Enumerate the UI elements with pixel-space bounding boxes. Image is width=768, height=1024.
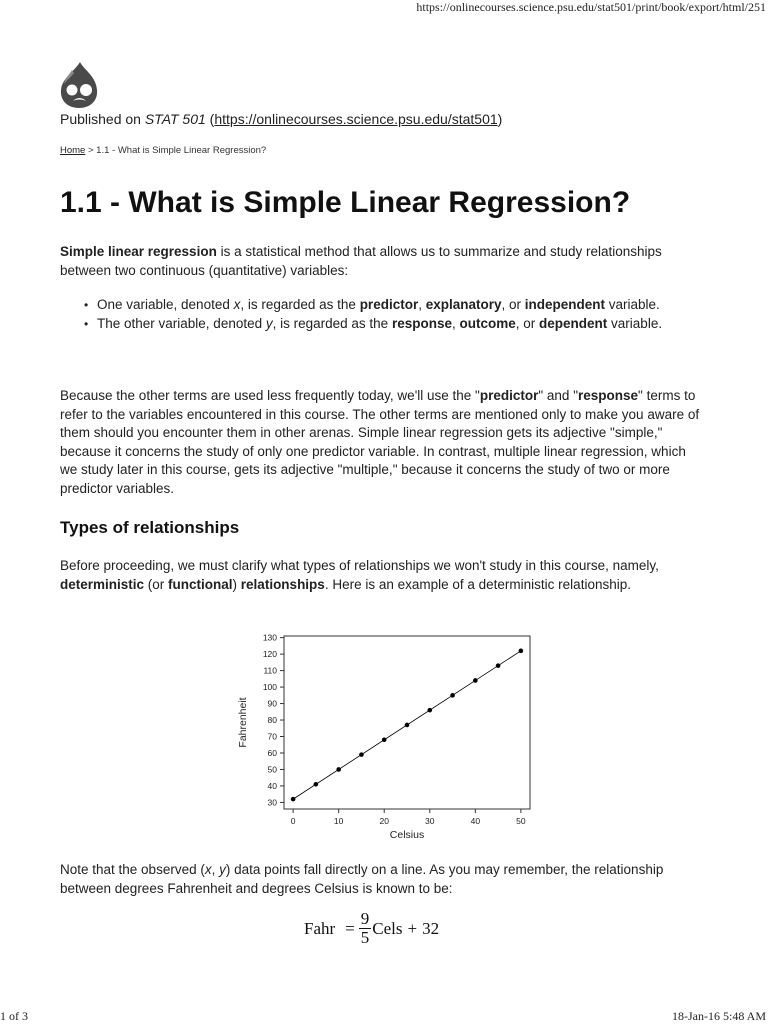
x-tick-label: 50 xyxy=(516,816,526,826)
intro-text: is a statistical method that allows us to summarize and study relationships between two continuous (quantitative) variables: xyxy=(60,244,662,278)
data-point xyxy=(291,797,296,802)
y-tick-label: 130 xyxy=(262,632,277,643)
bullet-term: response xyxy=(391,315,452,331)
bullet-term: dependent xyxy=(539,315,608,331)
data-point xyxy=(473,678,478,683)
paragraph-text: " terms to refer to the variables encountered in this course. The other terms are mentioned only to make you aware of them should you encounter them in other arenas. Simple linear regression gets its adjective "simple," because it concerns the study of only one predictor variable. In contrast, multiple linear regression, which we study later in this course, gets its adjective "multiple," because it concerns the study of two or more predictor variables. xyxy=(60,388,700,496)
paragraph-text: " and " xyxy=(538,388,578,403)
y-axis-label: Fahrenheit xyxy=(237,697,249,748)
bullet-variable: y xyxy=(265,315,273,331)
bullet-text: , xyxy=(418,297,426,312)
drupal-drop-logo xyxy=(58,60,100,110)
paragraph-text: , xyxy=(211,862,220,877)
paragraph-text: ) data points fall directly on a line. As you may remember, the relationship between degrees Fahrenheit and degrees Celsius is known to be: xyxy=(60,862,664,896)
bullet-text: variable. xyxy=(607,315,663,331)
y-tick-label: 50 xyxy=(267,764,277,775)
deterministic-paragraph xyxy=(60,557,700,594)
bullet-text: , is regarded as the xyxy=(240,297,360,312)
y-tick-label: 80 xyxy=(267,715,277,726)
variable-list xyxy=(60,296,680,333)
data-point xyxy=(427,708,432,713)
bullet-term: outcome xyxy=(459,315,516,331)
bullet-term: independent xyxy=(524,297,606,312)
conversion-equation xyxy=(304,910,439,947)
paragraph-text: ) xyxy=(232,576,241,592)
x-axis-label: Celsius xyxy=(389,829,425,841)
intro-paragraph xyxy=(60,243,700,280)
data-point xyxy=(359,752,364,757)
equation-variable: Cels xyxy=(372,918,403,938)
observation-paragraph xyxy=(60,861,700,898)
bullet-text: , or xyxy=(515,315,540,331)
list-item xyxy=(60,296,680,315)
print-header-url: https://onlinecourses.science.psu.edu/stat501/print/book/export/html/251 xyxy=(416,0,766,14)
paragraph-term: predictor xyxy=(479,388,539,403)
bullet-text: , or xyxy=(501,297,525,312)
y-tick-label: 100 xyxy=(262,682,277,693)
site-name: STAT 501 xyxy=(144,111,206,127)
x-tick-label: 20 xyxy=(379,816,389,826)
x-tick-label: 30 xyxy=(425,816,435,826)
page-counter: 1 of 3 xyxy=(0,1009,28,1023)
breadcrumb-current: 1.1 - What is Simple Linear Regression? xyxy=(96,145,267,156)
paragraph-term: relationships xyxy=(240,576,325,592)
x-tick-label: 10 xyxy=(333,816,344,826)
terminology-paragraph xyxy=(60,387,700,498)
bullet-text: , is regarded as the xyxy=(272,315,392,331)
paragraph-term: response xyxy=(578,388,639,403)
bullet-term: predictor xyxy=(359,297,419,312)
paragraph-term: deterministic xyxy=(60,576,145,592)
equation-fraction xyxy=(359,910,372,947)
celsius-fahrenheit-chart xyxy=(226,628,546,843)
bullet-text: , xyxy=(451,315,460,331)
plot-frame xyxy=(284,636,530,809)
bullet-variable: x xyxy=(233,297,241,312)
paragraph-text: Before proceeding, we must clarify what types of relationships we won't study in this course, namely, xyxy=(60,558,659,573)
fraction-numerator: 9 xyxy=(360,909,370,928)
fraction-denominator: 5 xyxy=(360,928,370,947)
paragraph-text: Because the other terms are used less frequently today, we'll use the " xyxy=(60,388,480,403)
paren-open: ( xyxy=(205,111,215,127)
data-point xyxy=(336,767,341,772)
site-url-link[interactable]: https://onlinecourses.science.psu.edu/stat501 xyxy=(214,111,498,127)
drupal-drop-icon xyxy=(58,60,100,110)
paren-close: ) xyxy=(497,111,503,127)
y-tick-label: 110 xyxy=(263,665,277,676)
paragraph-text: Note that the observed ( xyxy=(60,862,205,877)
breadcrumb xyxy=(60,145,266,156)
x-tick-label: 0 xyxy=(290,816,296,826)
bullet-text: One variable, denoted xyxy=(97,297,234,312)
section-heading: Types of relationships xyxy=(60,518,240,537)
bullet-text: variable. xyxy=(605,297,660,312)
print-timestamp: 18-Jan-16 5:48 AM xyxy=(672,1009,766,1023)
y-tick-label: 120 xyxy=(262,649,277,660)
breadcrumb-home-link[interactable]: Home xyxy=(60,145,86,156)
paragraph-variable: x xyxy=(204,862,212,877)
intro-term: Simple linear regression xyxy=(60,244,217,259)
equation-lhs: Fahr xyxy=(304,918,336,938)
data-point xyxy=(314,782,319,787)
x-tick-label: 40 xyxy=(470,816,481,826)
y-tick-label: 30 xyxy=(267,797,277,808)
page-title: 1.1 - What is Simple Linear Regression? xyxy=(60,186,631,219)
y-tick-label: 60 xyxy=(267,747,277,758)
equation-plus: + xyxy=(407,918,418,938)
published-prefix: Published on xyxy=(60,111,145,127)
bullet-term: explanatory xyxy=(425,297,502,312)
y-tick-label: 40 xyxy=(267,780,277,791)
breadcrumb-separator: > xyxy=(85,145,97,156)
paragraph-term: functional xyxy=(168,576,233,592)
y-tick-label: 70 xyxy=(267,731,277,742)
bullet-text: The other variable, denoted xyxy=(97,315,266,331)
data-point xyxy=(382,738,387,743)
data-point xyxy=(519,649,524,654)
published-on-line xyxy=(60,111,502,127)
equation-equals: = xyxy=(345,918,355,938)
scatter-plot xyxy=(226,628,546,843)
y-tick-label: 90 xyxy=(267,698,277,709)
data-point xyxy=(450,693,455,698)
data-point xyxy=(496,663,501,668)
paragraph-variable: y xyxy=(219,862,226,877)
paragraph-text: . Here is an example of a deterministic relationship. xyxy=(324,576,631,592)
equation-constant: 32 xyxy=(422,918,440,938)
list-item xyxy=(60,315,680,334)
paragraph-text: (or xyxy=(144,576,169,592)
data-point xyxy=(405,723,410,728)
